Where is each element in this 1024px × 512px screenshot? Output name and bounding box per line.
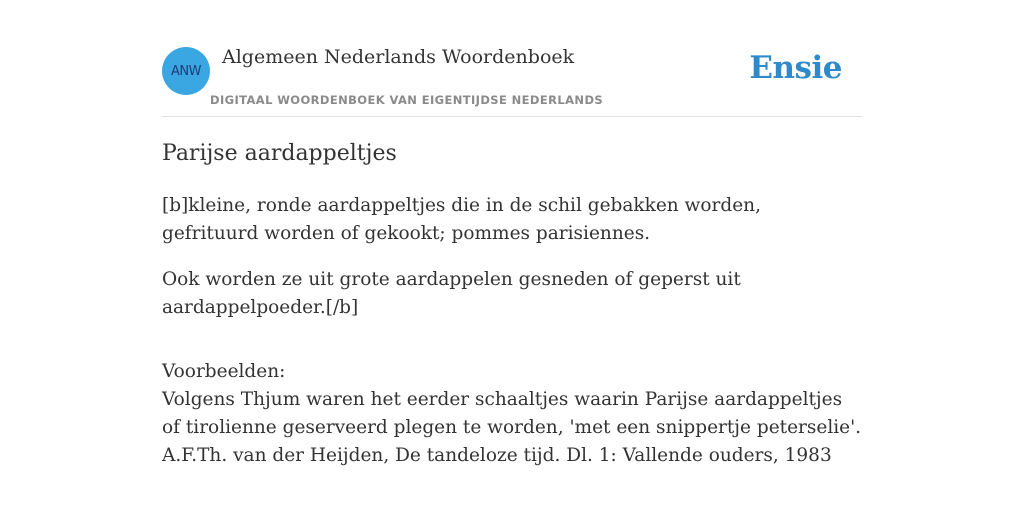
example-text: Volgens Thjum waren het eerder schaaltjes waarin Parijse aardappeltjes of tirolienne geserveerd plegen te worden, 'met een snippertje peterselie'. [162,389,862,438]
definition-paragraph-1: [b]kleine, ronde aardappeltjes die in de schil gebakken worden, gefrituurd worden of gekookt; pommes parisiennes. [162,195,761,244]
anw-logo[interactable] [162,47,210,95]
ensie-brand-logo[interactable]: Ensie [749,50,842,86]
site-header [162,40,862,117]
entry-title: Parijse aardappeltjes [162,141,397,166]
site-subtitle: DIGITAAL WOORDENBOEK VAN EIGENTIJDSE NEDERLANDS [210,93,604,107]
entry-content [162,138,862,470]
site-title[interactable]: Algemeen Nederlands Woordenboek [222,46,575,68]
definition-paragraph-2: Ook worden ze uit grote aardappelen gesneden of geperst uit aardappelpoeder.[/b] [162,269,741,318]
definition [162,192,862,322]
logo-text: ANW [171,63,201,79]
examples-heading: Voorbeelden: [162,361,286,382]
examples-section [162,358,862,470]
example-source: A.F.Th. van der Heijden, De tandeloze tijd. Dl. 1: Vallende ouders, 1983 [162,445,832,466]
